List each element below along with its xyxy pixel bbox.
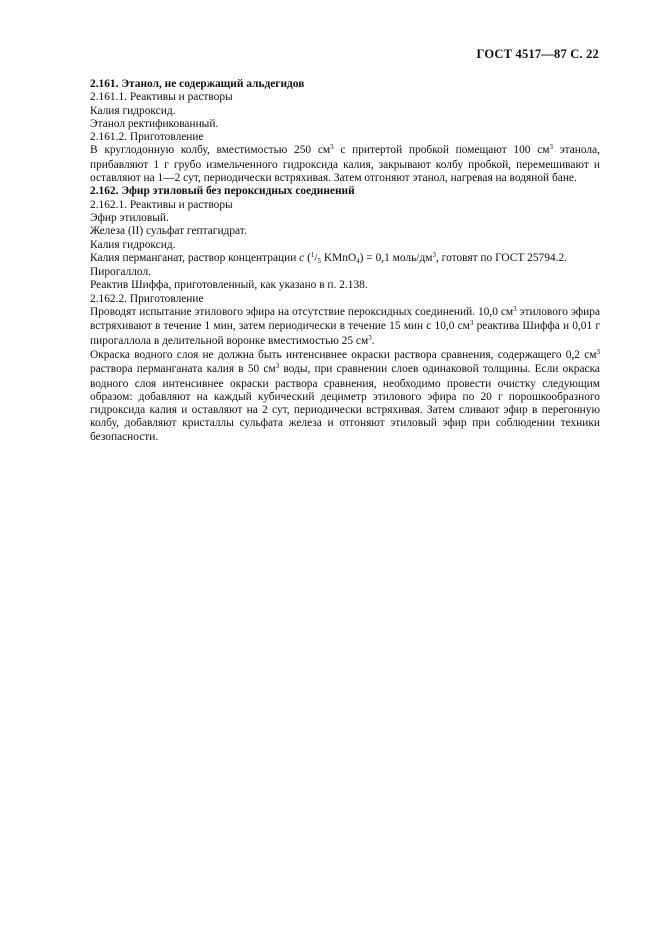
subsection-2-162-1: 2.162.1. Реактивы и растворы <box>90 198 233 211</box>
page-header: ГОСТ 4517—87 С. 22 <box>476 47 599 61</box>
subsection-2-161-1: 2.161.1. Реактивы и растворы <box>90 91 233 104</box>
subsection-2-162-2: 2.162.2. Приготовление <box>90 292 204 305</box>
reagent-item: Калия гидроксид. <box>90 104 176 117</box>
reagent-item: Железа (II) сульфат гептагидрат. <box>90 225 247 238</box>
reagent-item: Эфир этиловый. <box>90 211 169 224</box>
subsection-2-161-2: 2.161.2. Приготовление <box>90 131 204 144</box>
procedure-paragraph: Окраска водного слоя не должна быть интенсивнее окраски раствора сравнения, содержащего 0,2 $см^3$ раствора перманганата калия в 50 $см^3$ воды, при сравнении слоев одинаковой толщины. Если окраска водного слоя интенсивнее окраски раствора сравнения, необходимо провести очистку следующим образом: добавляют на каждый кубический дециметр этилового эфира по 20 г порошкообразного гидроксида калия и оставляют на 2 сут, периодически встряхивая. Затем сливают эфир в перегонную колбу, добавляют кристаллы сульфата железа и отгоняют этиловый эфир при соблюдении техники безопасности. <box>90 347 600 443</box>
section-heading-2-162: 2.162. Эфир этиловый без пероксидных соединений <box>90 185 355 198</box>
document-body <box>90 78 600 444</box>
reagent-item: Пирогаллол. <box>90 266 151 279</box>
section-heading-2-161: 2.161. Этанол, не содержащий альдегидов <box>90 78 305 90</box>
procedure-paragraph: В круглодонную колбу, вместимостью 250 $см^3$ с притертой пробкой помещают 100 $см^3$ этанола, прибавляют 1 г грубо измельченного гидроксида калия, закрывают колбу пробкой, перемешивают и оставляют на 1—2 сут, периодически встряхивая. Затем отгоняют этанол, нагревая на водяной бане. <box>90 143 600 185</box>
reagent-item-permanganate: Калия перманганат, раствор концентрации c ($^1/_5$ KMnO$_4$) = 0,1 моль/$дм^3$, готовят по ГОСТ 25794.2. <box>90 250 568 265</box>
procedure-paragraph: Проводят испытание этилового эфира на отсутствие пероксидных соединений. 10,0 $см^3$ этилового эфира встряхивают в течение 1 мин, затем периодически в течение 15 мин с 10,0 $см^3$ реактива Шиффа и 0,01 г пирогаллола в делительной воронке вместимостью 25 $см^3$. <box>90 305 601 347</box>
reagent-item: Реактив Шиффа, приготовленный, как указано в п. 2.138. <box>90 279 368 292</box>
reagent-item: Этанол ректификованный. <box>90 117 219 130</box>
reagent-item: Калия гидроксид. <box>90 238 176 251</box>
